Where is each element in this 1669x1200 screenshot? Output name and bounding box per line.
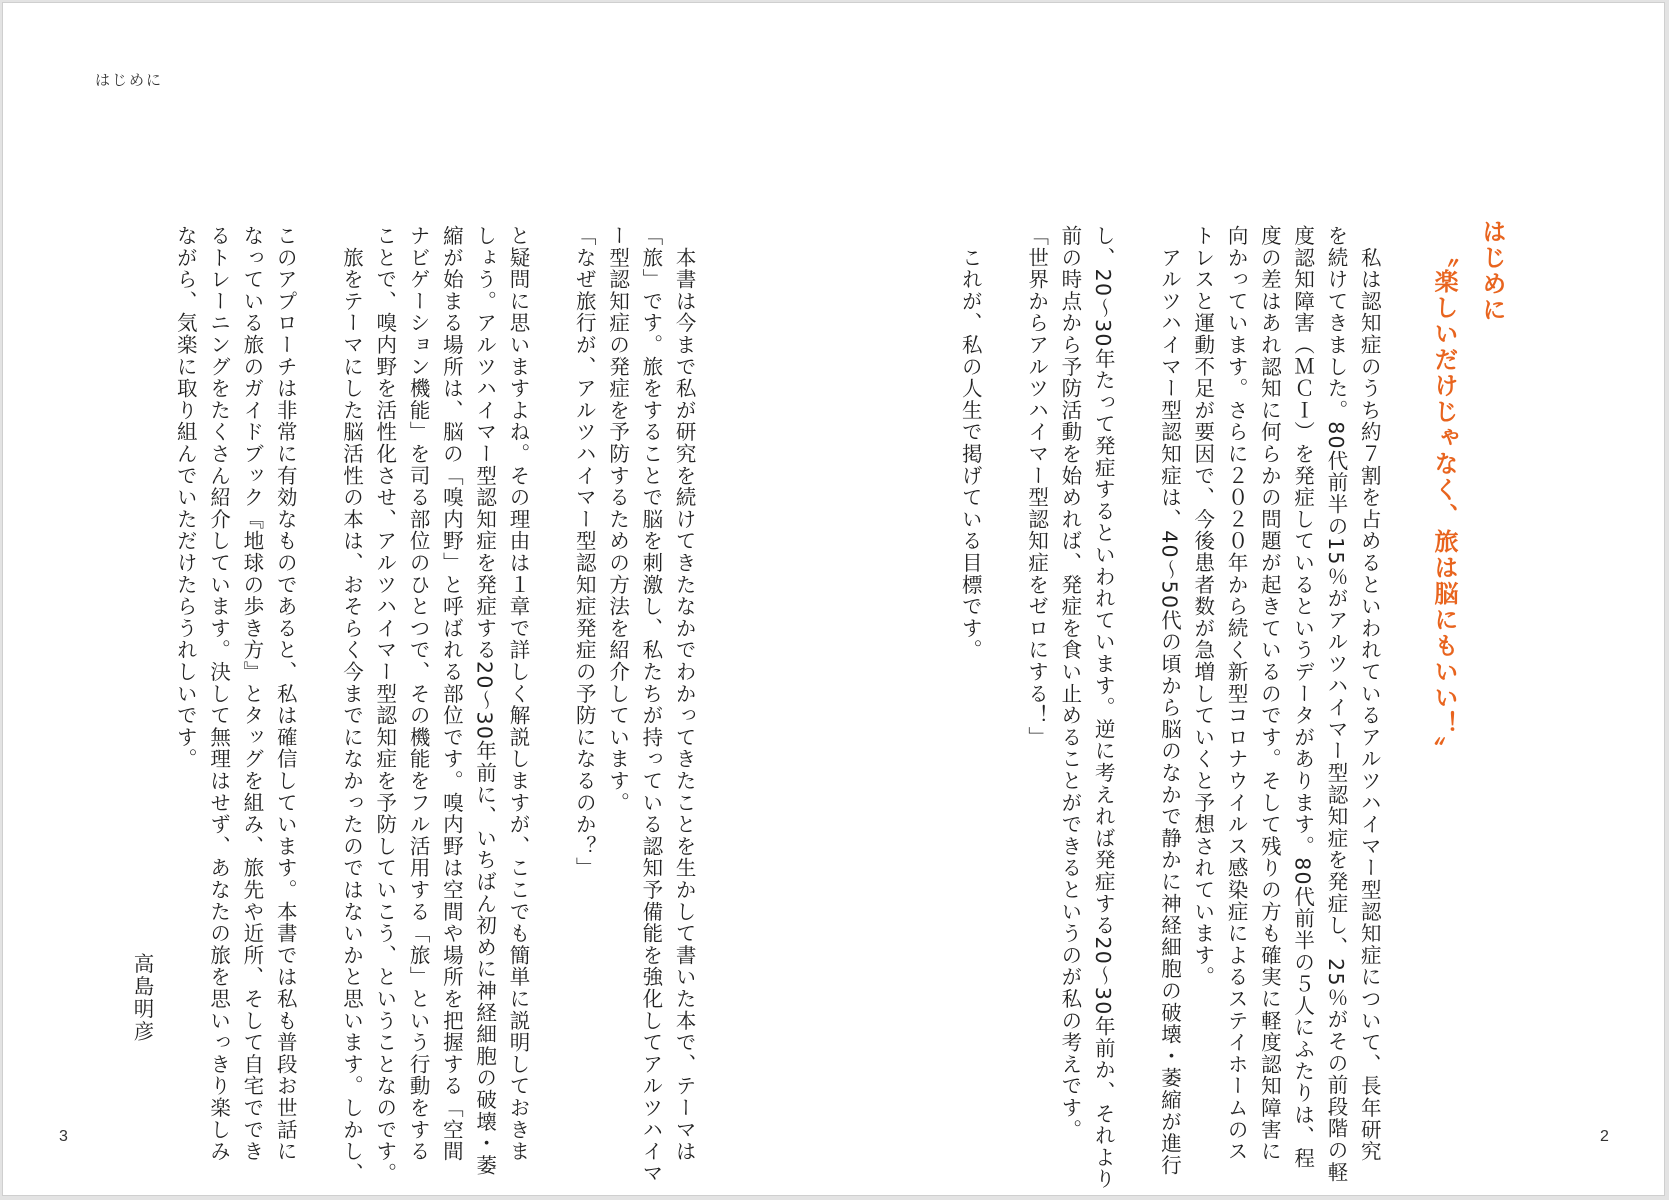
page-number-left: 3 <box>59 1128 68 1145</box>
text-line: 「旅」です。旅をすることで脳を刺激し、私たちが持っている認知予備能を強化してアルツハイマ <box>638 225 663 1185</box>
text-line: 向かっています。さらに２０２０年から続く新型コロナウイルス感染症によるステイホームのス <box>1224 225 1249 1163</box>
text-line: ながら、気楽に取り組んでいただけたらうれしいです。 <box>173 225 198 770</box>
text-line: しょう。アルツハイマー型認知症を発症する20～30年前に、いちばん初めに神経細胞の破壊・萎 <box>472 225 497 1177</box>
chapter-heading <box>1430 219 1509 763</box>
heading-title: 〝楽しいだけじゃなく、旅は脳にもいい！〟 <box>1430 243 1458 763</box>
text-line: 私は認知症のうち約７割を占めるといわれているアルツハイマー型認知症について、長年研究 <box>1357 225 1382 1163</box>
text-line: 度認知障害（ＭＣＩ）を発症しているというデータがあります。80代前半の５人にふたりは、程 <box>1290 225 1315 1170</box>
author-signature: 高島明彦 <box>130 953 154 1043</box>
text-line: これが、私の人生で掲げている目標です。 <box>958 225 983 661</box>
text-line: ことで、嗅内野を活性化させ、アルツハイマー型認知症を予防していこう、ということなのです。 <box>372 225 397 1185</box>
text-line: 本書は今まで私が研究を続けてきたなかでわかってきたことを生かして書いた本で、テーマは <box>672 225 697 1163</box>
book-spread <box>2 2 1665 1196</box>
text-line: 「なぜ旅行が、アルツハイマー型認知症発症の予防になるのか？」 <box>572 225 597 879</box>
text-line: を続けてきました。80代前半の15％がアルツハイマー型認知症を発症し、25％がその前段階の軽 <box>1323 225 1348 1184</box>
text-line: 度の差はあれ認知に何らかの問題が起きているのです。そして残りの方も確実に軽度認知障害に <box>1257 225 1282 1163</box>
running-head: はじめに <box>95 71 164 89</box>
page-number-right: 2 <box>1600 1128 1609 1145</box>
text-line: るトレーニングをたくさん紹介しています。決して無理はせず、あなたの旅を思いっきり楽しみ <box>206 225 231 1163</box>
text-line: 旅をテーマにした脳活性の本は、おそらく今までになかったのではないかと思います。しかし、 <box>339 225 364 1185</box>
text-line: と疑問に思いますよね。その理由は１章で詳しく解説しますが、ここでも簡単に説明しておきま <box>505 225 530 1163</box>
right-page-body <box>953 225 1385 1190</box>
text-line: 縮が始まる場所は、脳の「嗅内野」と呼ばれる部位です。嗅内野は空間や場所を把握する「空間 <box>439 225 464 1163</box>
text-line: し、20～30年たって発症するといわれています。逆に考えれば発症する20～30年前か、それより <box>1091 225 1116 1190</box>
text-line: アルツハイマー型認知症は、40～50代の頃から脳のなかで静かに神経細胞の破壊・萎縮が進行 <box>1157 225 1182 1177</box>
text-line: 前の時点から予防活動を始めれば、発症を食い止めることができるというのが私の考えです。 <box>1057 225 1082 1141</box>
text-line: ナビゲーション機能」を司る部位のひとつで、その機能をフル活用する「旅」という行動をする <box>406 225 431 1163</box>
text-line: ー型認知症の発症を予防するための方法を紹介しています。 <box>605 225 630 814</box>
left-page-body <box>168 225 700 1184</box>
heading-label: はじめに <box>1478 219 1506 323</box>
text-line: なっている旅のガイドブック『地球の歩き方』とタッグを組み、旅先や近所、そして自宅ででき <box>239 225 264 1163</box>
text-line: トレスと運動不足が要因で、今後患者数が急増していくと予想されています。 <box>1190 225 1215 988</box>
text-line: このアプローチは非常に有効なものであると、私は確信しています。本書では私も普段お世話に <box>273 225 298 1163</box>
text-line: 「世界からアルツハイマー型認知症をゼロにする！」 <box>1024 225 1049 749</box>
